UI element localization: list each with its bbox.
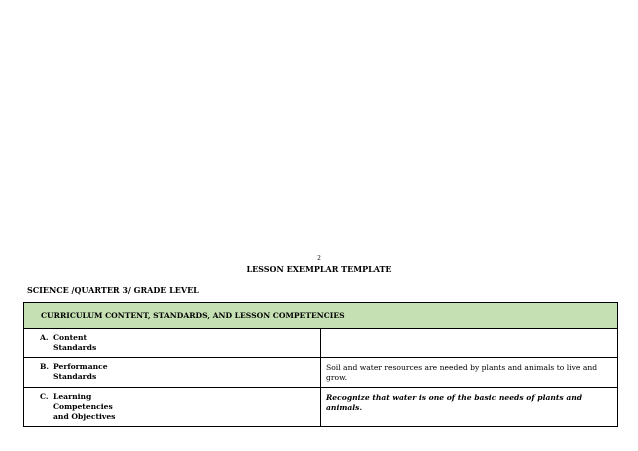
row-label-performance-standards	[24, 358, 321, 388]
row-label-line: Content	[53, 333, 87, 342]
page-number: 2	[317, 254, 321, 262]
document-title: LESSON EXEMPLAR TEMPLATE	[246, 264, 392, 274]
table-header: CURRICULUM CONTENT, STANDARDS, AND LESSON COMPETENCIES	[24, 303, 618, 329]
row-value-learning-competencies: Recognize that water is one of the basic needs of plants and animals.	[321, 388, 618, 427]
curriculum-table	[23, 302, 618, 427]
subject-line: SCIENCE /QUARTER 3/ GRADE LEVEL	[27, 285, 199, 295]
table-row	[24, 329, 618, 358]
row-label-learning-competencies	[24, 388, 321, 427]
row-label-content-standards	[24, 329, 321, 358]
row-letter: B.	[40, 362, 50, 371]
row-letter: A.	[40, 333, 49, 342]
row-value-content-standards	[321, 329, 618, 358]
row-label-line: Standards	[53, 372, 97, 381]
table-row	[24, 388, 618, 427]
row-label-line: and Objectives	[53, 412, 116, 421]
row-letter: C.	[40, 392, 49, 401]
row-label-line: Competencies	[53, 402, 113, 411]
row-label-line: Learning	[53, 392, 92, 401]
row-label-line: Standards	[53, 343, 97, 352]
row-value-performance-standards: Soil and water resources are needed by plants and animals to live and grow.	[321, 358, 618, 388]
table-row	[24, 358, 618, 388]
row-label-line: Performance	[53, 362, 108, 371]
